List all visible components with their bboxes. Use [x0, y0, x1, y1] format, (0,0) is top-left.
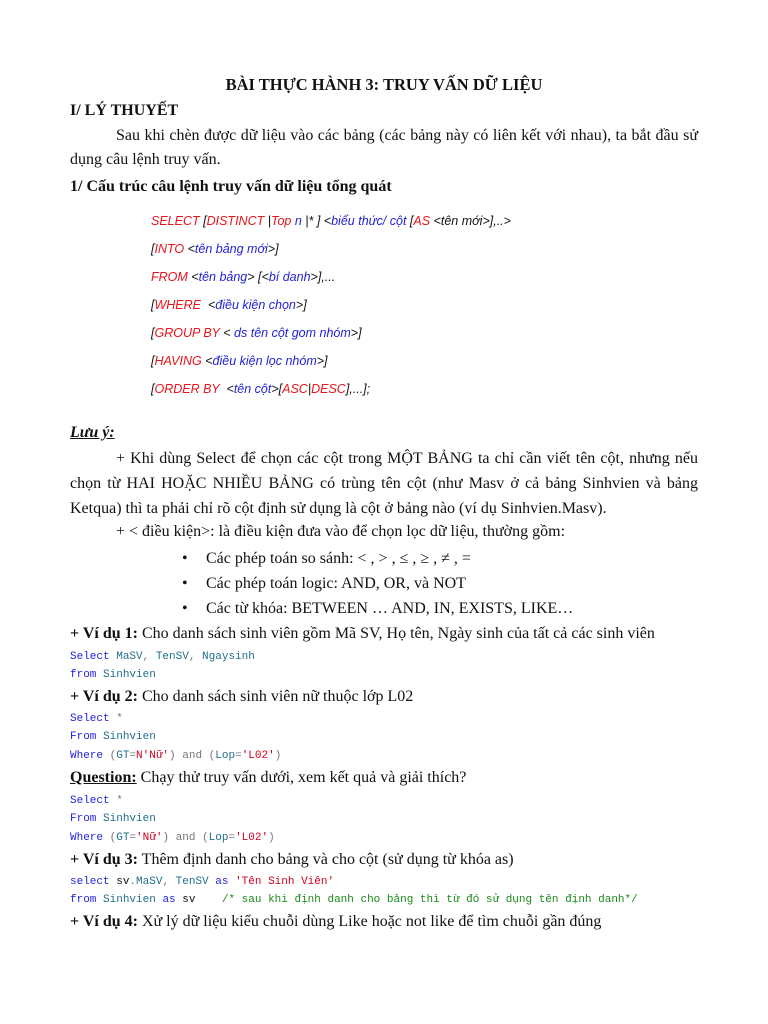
code-example-1-line-1: [70, 650, 255, 664]
example-1-heading: + Ví dụ 1: Cho danh sách sinh viên gồm Mã SV, Họ tên, Ngày sinh của tất cả các sinh viên: [70, 625, 655, 642]
text-segment: *: [116, 713, 123, 725]
text-segment: ): [162, 832, 176, 844]
syntax-line-from: [151, 269, 335, 285]
text-segment: ,: [142, 651, 156, 663]
code-example-3-line-1: [70, 875, 334, 889]
text-segment: =: [228, 832, 236, 844]
text-segment: ): [274, 750, 282, 762]
text-segment: AS: [413, 214, 434, 228]
text-segment: <: [223, 326, 235, 340]
text-segment: sv: [116, 876, 130, 888]
text-segment: sv: [182, 894, 222, 906]
text-segment: >]: [316, 354, 328, 368]
text-segment: >[: [271, 382, 283, 396]
text-segment: SELECT: [151, 214, 204, 228]
text-segment: Sinhvien: [103, 669, 156, 681]
text-segment: From: [70, 813, 104, 825]
text-segment: 'Nữ': [136, 832, 163, 844]
code-example-3-line-2: [70, 893, 638, 907]
text-segment: Sinhvien: [103, 813, 156, 825]
text-segment: INTO: [154, 242, 188, 256]
text-segment: biểu thức/ cột: [331, 214, 410, 228]
code-question-line-3: [70, 831, 275, 845]
text-segment: |* ] <: [305, 214, 332, 228]
text-segment: [: [151, 354, 155, 368]
text-segment: [: [151, 382, 155, 396]
text-segment: tên cột: [233, 382, 272, 396]
text-segment: (: [202, 832, 209, 844]
syntax-line-order-by: [151, 381, 370, 397]
text-segment: >],...: [310, 270, 336, 284]
text-segment: =: [235, 750, 242, 762]
text-segment: [: [151, 326, 155, 340]
text-segment: Sinhvien: [103, 894, 163, 906]
page-title: BÀI THỰC HÀNH 3: TRUY VẤN DỮ LIỆU: [225, 75, 543, 94]
text-segment: <: [205, 354, 213, 368]
bullet-item: • Các phép toán so sánh: < , > , ≤ , ≥ , ≠ , =: [182, 550, 471, 567]
text-segment: /* sau khi định danh cho bảng thì từ đó sử dụng tên định danh*/: [221, 894, 638, 906]
text-segment: .: [129, 876, 137, 888]
code-example-2-line-3: [70, 749, 281, 763]
text-segment: and: [175, 832, 203, 844]
text-segment: |: [307, 382, 312, 396]
text-segment: TenSV: [175, 876, 216, 888]
code-example-2-line-2: [70, 730, 156, 744]
text-segment: MaSV: [116, 651, 143, 663]
text-segment: 'L02': [241, 750, 275, 762]
question-heading: Question: Chạy thử truy vấn dưới, xem kết quả và giải thích?: [70, 769, 467, 786]
text-segment: tên bảng mới: [194, 242, 268, 256]
text-segment: <: [204, 298, 216, 312]
text-segment: =: [129, 832, 137, 844]
text-segment: ): [169, 750, 183, 762]
code-example-1-line-2: [70, 668, 156, 682]
text-segment: ASC: [282, 382, 308, 396]
text-segment: (: [109, 750, 117, 762]
code-question-line-1: [70, 794, 123, 808]
text-segment: <: [187, 242, 195, 256]
text-segment: Sinhvien: [103, 731, 156, 743]
text-segment: (: [109, 832, 117, 844]
text-segment: [: [151, 298, 155, 312]
text-segment: DESC: [311, 382, 346, 396]
text-segment: GROUP BY: [154, 326, 224, 340]
text-segment: Top: [270, 214, 295, 228]
text-segment: <: [223, 382, 234, 396]
note-paragraph-2: + < điều kiện>: là điều kiện đưa vào để chọn lọc dữ liệu, thường gồm:: [116, 523, 566, 540]
text-segment: N'Nữ': [136, 750, 170, 762]
text-segment: *: [116, 795, 123, 807]
text-segment: điều kiện chọn: [215, 298, 296, 312]
text-segment: TenSV: [155, 651, 189, 663]
text-segment: điều kiện lọc nhóm: [212, 354, 317, 368]
text-segment: HAVING: [154, 354, 206, 368]
example-2-heading: + Ví dụ 2: Cho danh sách sinh viên nữ thuộc lớp L02: [70, 688, 414, 705]
text-segment: and: [182, 750, 209, 762]
text-segment: Lop: [215, 750, 236, 762]
note-paragraph-1: + Khi dùng Select để chọn các cột trong MỘT BẢNG ta chỉ cần viết tên cột, nhưng nếu chọn từ HAI HOẶC NHIỀU BẢNG có trùng tên cột (như Masv ở cả bảng Sinhvien và bảng Ketqua) thì ta phải chỉ rõ cột định sử dụng là cột ở bảng nào (ví dụ Sinhvien.Masv).: [70, 450, 698, 517]
subsection-heading-syntax: 1/ Cấu trúc câu lệnh truy vấn dữ liệu tổng quát: [70, 178, 392, 195]
syntax-line-select: [151, 213, 511, 229]
text-segment: from: [70, 894, 104, 906]
text-segment: Lop: [208, 832, 229, 844]
text-segment: >]: [295, 298, 307, 312]
text-segment: ,: [188, 651, 203, 663]
text-segment: ORDER BY: [154, 382, 224, 396]
text-segment: from: [70, 669, 104, 681]
text-segment: [: [409, 214, 414, 228]
syntax-line-having: [151, 353, 328, 369]
text-segment: <: [191, 270, 199, 284]
text-segment: ds tên cột gom nhóm: [234, 326, 351, 340]
text-segment: > [<: [247, 270, 269, 284]
text-segment: GT: [116, 750, 130, 762]
text-segment: >]: [267, 242, 279, 256]
section-heading-theory: I/ LÝ THUYẾT: [70, 102, 179, 119]
syntax-line-where: [151, 297, 307, 313]
syntax-line-into: [151, 241, 279, 257]
example-4-heading: + Ví dụ 4: Xử lý dữ liệu kiểu chuỗi dùng Like hoặc not like để tìm chuỗi gần đúng: [70, 913, 602, 930]
text-segment: [: [151, 242, 155, 256]
text-segment: [: [203, 214, 207, 228]
text-segment: From: [70, 731, 104, 743]
text-segment: DISTINCT: [206, 214, 268, 228]
text-segment: ): [268, 832, 275, 844]
text-segment: Where: [70, 750, 110, 762]
text-segment: (: [208, 750, 216, 762]
text-segment: Where: [70, 832, 110, 844]
syntax-line-group-by: [151, 325, 362, 341]
text-segment: >]: [350, 326, 362, 340]
intro-paragraph: Sau khi chèn được dữ liệu vào các bảng (các bảng này có liên kết với nhau), ta bắt đầu sử dụng câu lệnh truy vấn.: [70, 127, 698, 168]
text-segment: 'Tên Sinh Viên': [235, 876, 335, 888]
bullet-dot-icon: •: [182, 575, 188, 592]
text-segment: n: [294, 214, 306, 228]
code-question-line-2: [70, 812, 156, 826]
text-segment: |: [267, 214, 271, 228]
text-segment: WHERE: [154, 298, 205, 312]
code-example-2-line-1: [70, 712, 123, 726]
text-segment: GT: [116, 832, 130, 844]
text-segment: 'L02': [235, 832, 269, 844]
text-segment: Select: [70, 651, 117, 663]
text-segment: Select: [70, 713, 117, 725]
note-label: Lưu ý:: [70, 424, 115, 441]
text-segment: tên bảng: [198, 270, 248, 284]
text-segment: ,: [162, 876, 176, 888]
bullet-dot-icon: •: [182, 600, 188, 617]
text-segment: ],...];: [345, 382, 371, 396]
text-segment: Select: [70, 795, 117, 807]
text-segment: <tên mới>],..>: [433, 214, 511, 228]
bullet-dot-icon: •: [182, 550, 188, 567]
example-3-heading: + Ví dụ 3: Thêm định danh cho bảng và cho cột (sử dụng từ khóa as): [70, 851, 514, 868]
text-segment: FROM: [151, 270, 192, 284]
text-segment: Ngaysinh: [202, 651, 255, 663]
text-segment: MaSV: [136, 876, 163, 888]
text-segment: =: [129, 750, 137, 762]
bullet-item: • Các từ khóa: BETWEEN … AND, IN, EXISTS, LIKE…: [182, 600, 574, 617]
text-segment: as: [162, 894, 183, 906]
bullet-item: • Các phép toán logic: AND, OR, và NOT: [182, 575, 466, 592]
text-segment: as: [215, 876, 236, 888]
text-segment: bí danh: [268, 270, 311, 284]
text-segment: select: [70, 876, 117, 888]
